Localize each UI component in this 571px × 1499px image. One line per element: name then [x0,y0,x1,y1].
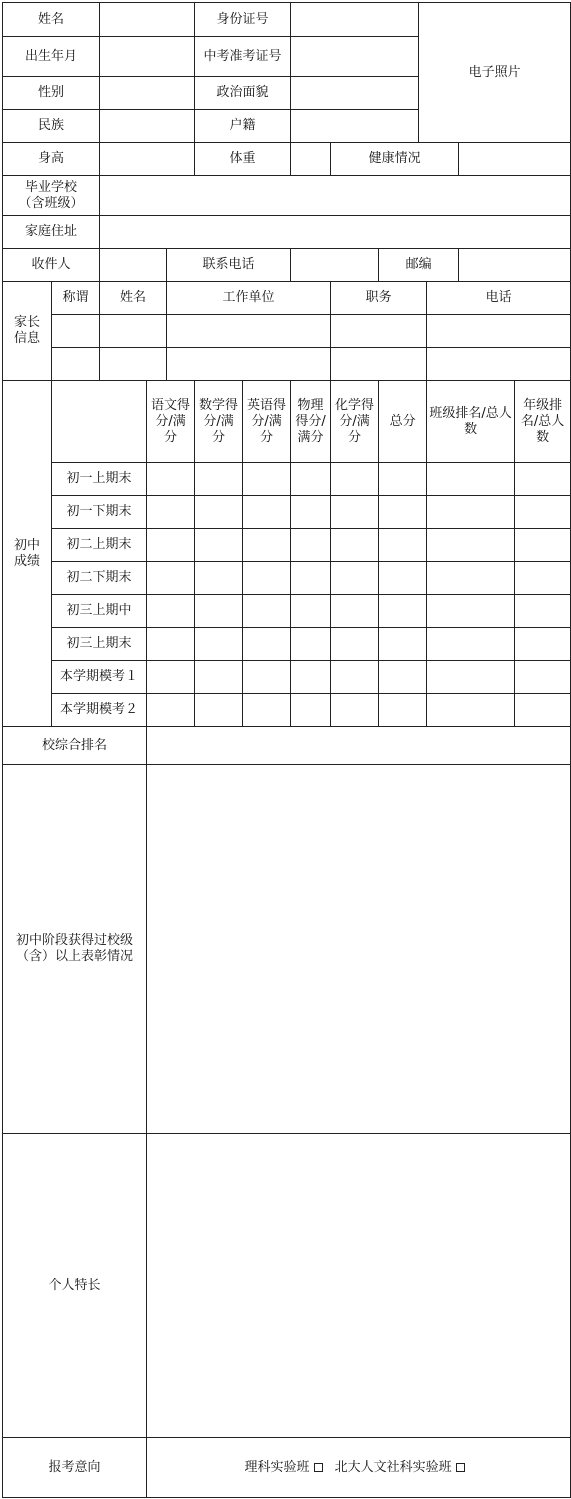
grade-header-total: 总分 [379,381,427,463]
score-cell[interactable] [243,562,291,595]
score-cell[interactable] [195,694,243,727]
score-cell[interactable] [379,496,427,529]
score-cell[interactable] [379,562,427,595]
height-field[interactable] [100,143,195,176]
score-cell[interactable] [243,463,291,496]
term-label: 初二下期末 [52,562,147,595]
height-label: 身高 [3,143,100,176]
grade-row [3,529,571,562]
parent-row [3,315,571,348]
grade-header-grade-rank: 年级排名/总人数 [515,381,571,463]
term-label: 初二上期末 [52,529,147,562]
intention-label: 报考意向 [3,1438,147,1498]
score-cell[interactable] [195,529,243,562]
term-label: 本学期模考１ [52,661,147,694]
grade-row [3,661,571,694]
awards-label-line2: （含）以上表彰情况 [16,949,134,964]
score-cell[interactable] [515,562,571,595]
address-label: 家庭住址 [3,216,100,249]
parent-relation-cell[interactable] [52,315,100,348]
name-label: 姓名 [3,3,100,37]
birth-label: 出生年月 [3,37,100,77]
school-label [3,176,100,216]
name-field[interactable] [100,3,195,37]
grades-label-line1: 初中 [13,537,40,553]
score-cell[interactable] [515,661,571,694]
photo-box[interactable]: 电子照片 [419,3,571,143]
parent-header-phone: 电话 [427,282,571,315]
score-cell[interactable] [243,661,291,694]
term-label: 本学期模考２ [52,694,147,727]
score-cell[interactable] [243,694,291,727]
score-cell[interactable] [291,661,331,694]
score-cell[interactable] [379,628,427,661]
score-cell[interactable] [379,661,427,694]
awards-label-line1: 初中阶段获得过校级 [16,933,134,948]
score-cell[interactable] [291,496,331,529]
score-cell[interactable] [243,529,291,562]
id-number-field[interactable] [291,3,419,37]
weight-label: 体重 [195,143,291,176]
ethnicity-field[interactable] [100,110,195,143]
score-cell[interactable] [515,628,571,661]
score-cell[interactable] [243,496,291,529]
score-cell[interactable] [195,661,243,694]
parent-name-cell[interactable] [100,315,167,348]
score-cell[interactable] [331,496,379,529]
term-label: 初三上期中 [52,595,147,628]
school-rank-field[interactable] [147,727,571,765]
score-cell[interactable] [427,661,515,694]
recipient-field[interactable] [100,249,167,282]
school-label-line2: （含班级） [18,195,84,211]
weight-field[interactable] [291,143,331,176]
grade-row [3,694,571,727]
postcode-field[interactable] [459,249,571,282]
awards-field[interactable] [147,765,571,1134]
score-cell[interactable] [195,628,243,661]
gender-label: 性别 [3,77,100,110]
parent-phone-cell[interactable] [427,315,571,348]
politics-label: 政治面貌 [195,77,291,110]
score-cell[interactable] [331,628,379,661]
postcode-label: 邮编 [379,249,459,282]
score-cell[interactable] [331,529,379,562]
parent-info-label-line1: 家长 [13,315,40,330]
address-field[interactable] [100,216,571,249]
parent-header-employer: 工作单位 [167,282,331,315]
score-cell[interactable] [427,595,515,628]
humanities-class-option: 北大人文社科实验班 [334,1459,452,1475]
score-cell[interactable] [331,463,379,496]
grades-label-line2: 成绩 [13,553,40,569]
grade-row [3,595,571,628]
score-cell[interactable] [331,595,379,628]
score-cell[interactable] [331,562,379,595]
score-cell[interactable] [427,529,515,562]
school-rank-label: 校综合排名 [3,727,147,765]
hukou-label: 户籍 [195,110,291,143]
parent-employer-cell[interactable] [167,348,331,381]
humanities-class-checkbox[interactable] [456,1463,465,1472]
score-cell[interactable] [515,463,571,496]
score-cell[interactable] [147,595,195,628]
score-cell[interactable] [291,628,331,661]
score-cell[interactable] [291,463,331,496]
term-label: 初三上期末 [52,628,147,661]
score-cell[interactable] [195,463,243,496]
politics-field[interactable] [291,77,419,110]
grades-label [3,381,52,727]
ethnicity-label: 民族 [3,110,100,143]
score-cell[interactable] [291,595,331,628]
score-cell[interactable] [147,628,195,661]
grade-header-class-rank: 班级排名/总人数 [427,381,515,463]
score-cell[interactable] [427,463,515,496]
application-form [2,2,571,1498]
grade-header-physics: 物理得分/满分 [291,381,331,463]
gender-field[interactable] [100,77,195,110]
parent-info-label-line2: 信息 [13,331,40,346]
score-cell[interactable] [331,694,379,727]
score-cell[interactable] [195,595,243,628]
phone-label: 联系电话 [167,249,291,282]
intention-options [147,1438,571,1498]
grade-row [3,628,571,661]
score-cell[interactable] [147,562,195,595]
parent-header-relation: 称谓 [52,282,100,315]
score-cell[interactable] [427,628,515,661]
score-cell[interactable] [147,694,195,727]
parent-position-cell[interactable] [331,348,427,381]
score-cell[interactable] [243,595,291,628]
parent-name-cell[interactable] [100,348,167,381]
score-cell[interactable] [291,529,331,562]
specialty-label: 个人特长 [3,1134,147,1438]
score-cell[interactable] [515,694,571,727]
grades-corner-cell [52,381,147,463]
score-cell[interactable] [379,529,427,562]
parent-header-name: 姓名 [100,282,167,315]
score-cell[interactable] [147,463,195,496]
parent-relation-cell[interactable] [52,348,100,381]
health-field[interactable] [459,143,571,176]
hukou-field[interactable] [291,110,419,143]
score-cell[interactable] [515,496,571,529]
score-cell[interactable] [243,628,291,661]
score-cell[interactable] [427,562,515,595]
exam-number-label: 中考准考证号 [195,37,291,77]
grade-header-chemistry: 化学得分/满分 [331,381,379,463]
score-cell[interactable] [379,595,427,628]
grade-row [3,496,571,529]
school-label-line1: 毕业学校 [25,179,78,195]
specialty-field[interactable] [147,1134,571,1438]
score-cell[interactable] [331,661,379,694]
birth-field[interactable] [100,37,195,77]
grade-header-math: 数学得分/满分 [195,381,243,463]
score-cell[interactable] [515,595,571,628]
parent-info-label [3,282,52,381]
grade-row [3,463,571,496]
school-field[interactable] [100,176,571,216]
awards-label [3,765,147,1134]
health-label: 健康情况 [331,143,459,176]
phone-field[interactable] [291,249,379,282]
parent-phone-cell[interactable] [427,348,571,381]
score-cell[interactable] [379,694,427,727]
score-cell[interactable] [291,562,331,595]
exam-number-field[interactable] [291,37,419,77]
score-cell[interactable] [147,496,195,529]
score-cell[interactable] [195,496,243,529]
grade-row [3,562,571,595]
parent-row [3,348,571,381]
grade-header-chinese: 语文得分/满分 [147,381,195,463]
score-cell[interactable] [195,562,243,595]
id-number-label: 身份证号 [195,3,291,37]
score-cell[interactable] [427,496,515,529]
parent-employer-cell[interactable] [167,315,331,348]
term-label: 初一下期末 [52,496,147,529]
parent-position-cell[interactable] [331,315,427,348]
term-label: 初一上期末 [52,463,147,496]
score-cell[interactable] [379,463,427,496]
score-cell[interactable] [291,694,331,727]
science-class-checkbox[interactable] [314,1463,323,1472]
recipient-label: 收件人 [3,249,100,282]
score-cell[interactable] [147,661,195,694]
score-cell[interactable] [427,694,515,727]
science-class-option: 理科实验班 [244,1459,310,1475]
parent-header-position: 职务 [331,282,427,315]
grade-header-english: 英语得分/满分 [243,381,291,463]
score-cell[interactable] [515,529,571,562]
score-cell[interactable] [147,529,195,562]
